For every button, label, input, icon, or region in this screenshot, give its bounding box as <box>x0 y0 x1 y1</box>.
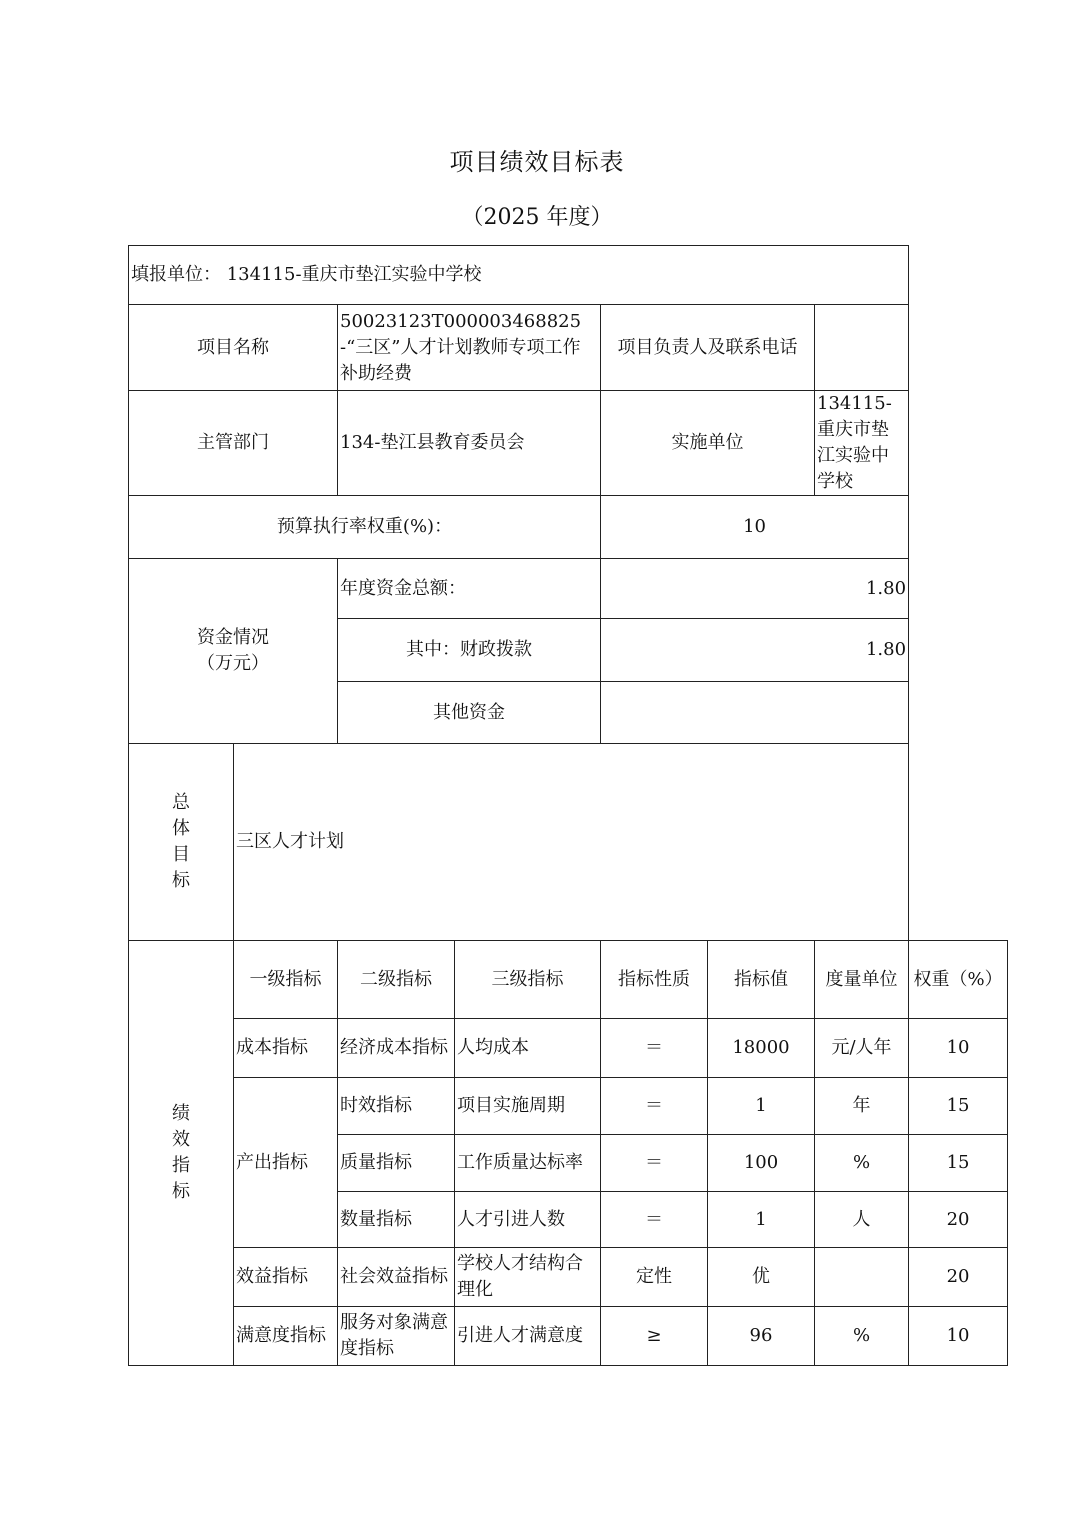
overall-goal-char: 总 <box>172 792 190 813</box>
reporting-unit-cell <box>129 246 909 305</box>
project-contact-label: 项目负责人及联系电话 <box>601 305 815 391</box>
reporting-unit-value: 134115-重庆市垫江实验中学校 <box>226 264 482 285</box>
department-label: 主管部门 <box>129 391 338 496</box>
value-cell: 优 <box>708 1248 815 1307</box>
level3-cell: 学校人才结构合理化 <box>455 1248 601 1307</box>
overall-goal-char: 体 <box>172 818 190 839</box>
fiscal-allocation-label: 其中：财政拨款 <box>338 619 601 682</box>
fiscal-allocation-value: 1.80 <box>601 619 909 682</box>
document-title: 项目绩效目标表 <box>449 148 625 176</box>
nature-cell: ＝ <box>601 1192 708 1248</box>
annual-total-value: 1.80 <box>601 559 909 619</box>
unit-cell: % <box>815 1307 909 1366</box>
value-cell: 1 <box>708 1078 815 1135</box>
department-value: 134-垫江县教育委员会 <box>338 391 601 496</box>
unit-cell: % <box>815 1135 909 1192</box>
header-unit: 度量单位 <box>815 941 909 1019</box>
value-cell: 18000 <box>708 1019 815 1078</box>
nature-cell: ＝ <box>601 1078 708 1135</box>
level3-cell: 项目实施周期 <box>455 1078 601 1135</box>
indicators-label-char: 效 <box>172 1129 190 1150</box>
funds-label-line2: （万元） <box>197 653 269 674</box>
level3-cell: 人均成本 <box>455 1019 601 1078</box>
header-level1: 一级指标 <box>234 941 338 1019</box>
implementing-unit-value: 134115-重庆市垫江实验中学校 <box>815 391 909 496</box>
funds-label-line1: 资金情况 <box>197 627 269 648</box>
header-level3: 三级指标 <box>455 941 601 1019</box>
unit-cell: 元/人年 <box>815 1019 909 1078</box>
level2-cell: 时效指标 <box>338 1078 455 1135</box>
weight-cell: 20 <box>909 1192 1008 1248</box>
nature-cell: 定性 <box>601 1248 708 1307</box>
overall-goal-char: 目 <box>172 844 190 865</box>
project-contact-value <box>815 305 909 391</box>
level2-cell: 经济成本指标 <box>338 1019 455 1078</box>
table-row <box>129 1019 1008 1078</box>
unit-cell: 年 <box>815 1078 909 1135</box>
reporting-unit-label: 填报单位： <box>131 264 221 285</box>
level1-cell: 成本指标 <box>234 1019 338 1078</box>
overall-goal-char: 标 <box>172 870 190 891</box>
weight-cell: 15 <box>909 1135 1008 1192</box>
budget-rate-label: 预算执行率权重(%)： <box>129 496 601 559</box>
table-row <box>129 1078 1008 1135</box>
unit-cell <box>815 1248 909 1307</box>
budget-rate-value: 10 <box>601 496 909 559</box>
other-funds-value <box>601 682 909 744</box>
header-value: 指标值 <box>708 941 815 1019</box>
value-cell: 1 <box>708 1192 815 1248</box>
indicators-label-char: 指 <box>172 1155 190 1176</box>
level3-cell: 引进人才满意度 <box>455 1307 601 1366</box>
overall-goal-value: 三区人才计划 <box>234 744 909 941</box>
overall-goal-label <box>129 744 234 941</box>
implementing-unit-label: 实施单位 <box>601 391 815 496</box>
weight-cell: 15 <box>909 1078 1008 1135</box>
header-level2: 二级指标 <box>338 941 455 1019</box>
funds-label <box>129 559 338 744</box>
unit-cell: 人 <box>815 1192 909 1248</box>
level2-cell: 质量指标 <box>338 1135 455 1192</box>
header-nature: 指标性质 <box>601 941 708 1019</box>
weight-cell: 10 <box>909 1307 1008 1366</box>
table-row <box>129 1307 1008 1366</box>
level3-cell: 工作质量达标率 <box>455 1135 601 1192</box>
document-subtitle: （2025 年度） <box>461 205 613 230</box>
value-cell: 100 <box>708 1135 815 1192</box>
other-funds-label: 其他资金 <box>338 682 601 744</box>
indicators-label-char: 绩 <box>172 1103 190 1124</box>
annual-total-label: 年度资金总额： <box>338 559 601 619</box>
value-cell: 96 <box>708 1307 815 1366</box>
level2-cell: 数量指标 <box>338 1192 455 1248</box>
weight-cell: 20 <box>909 1248 1008 1307</box>
weight-cell: 10 <box>909 1019 1008 1078</box>
nature-cell: ≥ <box>601 1307 708 1366</box>
nature-cell: ＝ <box>601 1135 708 1192</box>
performance-goal-table <box>128 245 1008 1366</box>
project-name-value: 50023123T000003468825-“三区”人才计划教师专项工作补助经费 <box>338 305 601 391</box>
level3-cell: 人才引进人数 <box>455 1192 601 1248</box>
level2-cell: 社会效益指标 <box>338 1248 455 1307</box>
level1-cell: 效益指标 <box>234 1248 338 1307</box>
header-weight: 权重（%） <box>909 941 1008 1019</box>
table-row <box>129 1248 1008 1307</box>
project-name-label: 项目名称 <box>129 305 338 391</box>
level2-cell: 服务对象满意度指标 <box>338 1307 455 1366</box>
level1-cell: 产出指标 <box>234 1078 338 1248</box>
indicators-label-char: 标 <box>172 1181 190 1202</box>
indicators-label <box>129 941 234 1366</box>
level1-cell: 满意度指标 <box>234 1307 338 1366</box>
nature-cell: ＝ <box>601 1019 708 1078</box>
